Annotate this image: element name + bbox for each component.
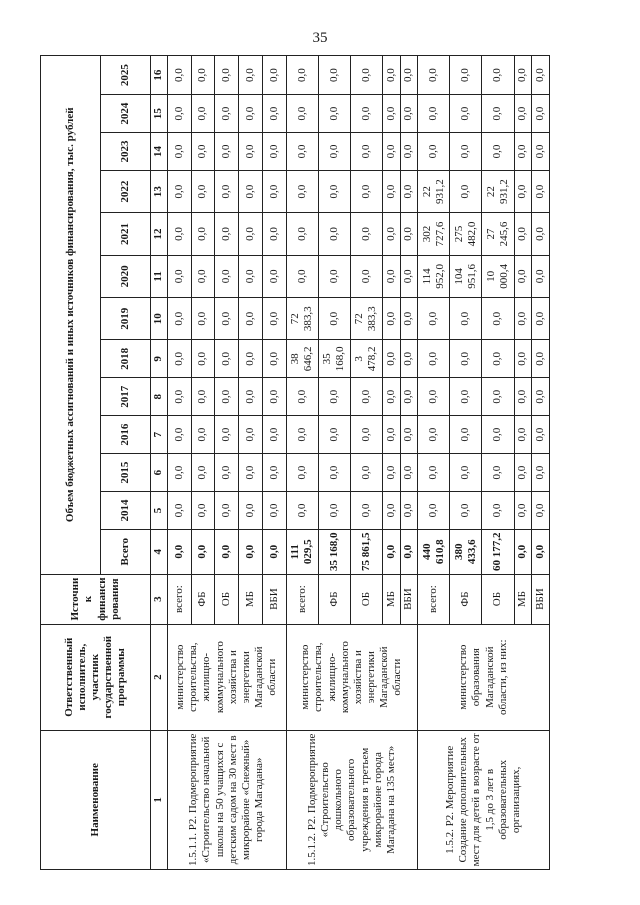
year-value: 0,0 <box>239 492 263 530</box>
total-value: 75 861,5 <box>350 529 382 574</box>
year-value: 0,0 <box>262 454 286 492</box>
year-value: 0,0 <box>514 492 532 530</box>
year-value: 0,0 <box>350 95 382 133</box>
header-year: 2014 <box>101 492 151 530</box>
column-number: 5 <box>151 492 168 530</box>
financing-source: всего: <box>168 574 192 624</box>
year-value: 0,0 <box>400 255 418 297</box>
header-responsible: Ответственный исполнитель, участник государственной программы <box>41 624 151 730</box>
year-value: 0,0 <box>262 95 286 133</box>
year-value: 72 383,3 <box>286 298 318 340</box>
header-money-title: Объем бюджетных ассигнований и иных источников финансирования, тыс. рублей <box>41 56 101 575</box>
year-value: 114 952,0 <box>418 255 450 297</box>
year-value: 0,0 <box>532 170 550 212</box>
year-value: 0,0 <box>382 133 400 171</box>
year-value: 0,0 <box>450 416 482 454</box>
total-value: 0,0 <box>191 529 215 574</box>
year-value: 0,0 <box>450 454 482 492</box>
year-value: 0,0 <box>418 298 450 340</box>
year-value: 0,0 <box>514 213 532 255</box>
year-value: 0,0 <box>532 378 550 416</box>
year-value: 0,0 <box>262 416 286 454</box>
year-value: 0,0 <box>191 416 215 454</box>
financing-source: всего: <box>418 574 450 624</box>
year-value: 0,0 <box>191 95 215 133</box>
financing-source: ВБИ <box>262 574 286 624</box>
year-value: 0,0 <box>382 416 400 454</box>
year-value: 35 168,0 <box>318 340 350 378</box>
year-value: 0,0 <box>450 378 482 416</box>
header-year: 2025 <box>101 56 151 95</box>
year-value: 0,0 <box>382 454 400 492</box>
year-value: 0,0 <box>418 454 450 492</box>
year-value: 0,0 <box>286 378 318 416</box>
year-value: 0,0 <box>318 133 350 171</box>
year-value: 0,0 <box>532 416 550 454</box>
year-value: 0,0 <box>382 492 400 530</box>
year-value: 0,0 <box>514 255 532 297</box>
year-value: 0,0 <box>286 56 318 95</box>
year-value: 0,0 <box>262 56 286 95</box>
responsible-executor: министерство строительства, жилищно-коммунального хозяйства и энергетики Магаданской области <box>286 624 418 730</box>
year-value: 0,0 <box>532 95 550 133</box>
year-value: 0,0 <box>350 213 382 255</box>
header-source: Источник финансирования <box>41 574 151 624</box>
financing-source: МБ <box>514 574 532 624</box>
year-value: 0,0 <box>482 416 514 454</box>
year-value: 0,0 <box>168 416 192 454</box>
year-value: 0,0 <box>239 56 263 95</box>
year-value: 0,0 <box>168 255 192 297</box>
year-value: 0,0 <box>318 416 350 454</box>
year-value: 0,0 <box>318 454 350 492</box>
year-value: 104 951,6 <box>450 255 482 297</box>
table-row <box>168 56 192 870</box>
year-value: 0,0 <box>286 416 318 454</box>
year-value: 0,0 <box>382 298 400 340</box>
total-value: 440 610,8 <box>418 529 450 574</box>
year-value: 0,0 <box>514 170 532 212</box>
year-value: 0,0 <box>318 298 350 340</box>
year-value: 0,0 <box>514 133 532 171</box>
page-number: 35 <box>312 30 328 46</box>
year-value: 27 245,6 <box>482 213 514 255</box>
year-value: 0,0 <box>514 340 532 378</box>
year-value: 0,0 <box>532 492 550 530</box>
year-value: 0,0 <box>514 95 532 133</box>
financing-source: МБ <box>239 574 263 624</box>
header-name: Наименование <box>41 730 151 869</box>
year-value: 0,0 <box>215 255 239 297</box>
column-number: 6 <box>151 454 168 492</box>
year-value: 0,0 <box>382 95 400 133</box>
header-year: 2015 <box>101 454 151 492</box>
measure-name: 1.5.1.1. Р2. Подмероприятие «Строительство начальной школы на 50 учащихся с детским садом на 30 мест в микрорайоне «Снежный» города Магадана» <box>168 730 287 869</box>
year-value: 0,0 <box>382 170 400 212</box>
year-value: 0,0 <box>400 95 418 133</box>
year-value: 0,0 <box>482 378 514 416</box>
measure-name: 1.5.1.2. Р2. Подмероприятие «Строительство дошкольного образовательного учреждения в третьем микрорайоне города Магадана на 135 мест» <box>286 730 418 869</box>
total-value: 0,0 <box>262 529 286 574</box>
year-value: 0,0 <box>286 255 318 297</box>
total-value: 380 433,6 <box>450 529 482 574</box>
year-value: 0,0 <box>532 133 550 171</box>
year-value: 0,0 <box>262 255 286 297</box>
header-total: Всего <box>101 529 151 574</box>
year-value: 0,0 <box>514 298 532 340</box>
year-value: 0,0 <box>400 56 418 95</box>
financing-source: всего: <box>286 574 318 624</box>
year-value: 0,0 <box>191 133 215 171</box>
year-value: 0,0 <box>239 454 263 492</box>
total-value: 35 168,0 <box>318 529 350 574</box>
column-number: 1 <box>151 730 168 869</box>
year-value: 0,0 <box>215 378 239 416</box>
year-value: 0,0 <box>215 416 239 454</box>
year-value: 0,0 <box>450 340 482 378</box>
column-number: 13 <box>151 170 168 212</box>
year-value: 0,0 <box>382 213 400 255</box>
year-value: 0,0 <box>400 298 418 340</box>
header-year: 2020 <box>101 255 151 297</box>
year-value: 0,0 <box>262 340 286 378</box>
header-year: 2023 <box>101 133 151 171</box>
year-value: 0,0 <box>286 170 318 212</box>
year-value: 0,0 <box>400 133 418 171</box>
year-value: 0,0 <box>168 213 192 255</box>
financing-source: ВБИ <box>400 574 418 624</box>
year-value: 0,0 <box>382 255 400 297</box>
year-value: 0,0 <box>418 340 450 378</box>
year-value: 0,0 <box>191 378 215 416</box>
column-number: 16 <box>151 56 168 95</box>
year-value: 0,0 <box>215 492 239 530</box>
year-value: 0,0 <box>215 170 239 212</box>
year-value: 0,0 <box>239 378 263 416</box>
year-value: 0,0 <box>262 213 286 255</box>
column-number: 2 <box>151 624 168 730</box>
year-value: 0,0 <box>450 95 482 133</box>
year-value: 0,0 <box>514 454 532 492</box>
year-value: 0,0 <box>318 492 350 530</box>
year-value: 0,0 <box>350 170 382 212</box>
year-value: 0,0 <box>418 378 450 416</box>
year-value: 0,0 <box>450 56 482 95</box>
table-row <box>286 56 318 870</box>
year-value: 0,0 <box>532 340 550 378</box>
total-value: 0,0 <box>532 529 550 574</box>
year-value: 0,0 <box>191 56 215 95</box>
year-value: 0,0 <box>262 492 286 530</box>
column-number: 3 <box>151 574 168 624</box>
column-number: 7 <box>151 416 168 454</box>
year-value: 0,0 <box>350 378 382 416</box>
header-year: 2024 <box>101 95 151 133</box>
year-value: 0,0 <box>350 416 382 454</box>
measure-name: 1.5.2. Р2. Мероприятие Создание дополнительных мест для детей в возрасте от 1,5 до 3 лет в образовательных организациях, <box>418 730 550 869</box>
year-value: 0,0 <box>239 255 263 297</box>
total-value: 0,0 <box>239 529 263 574</box>
table-row <box>418 56 450 870</box>
header-year: 2022 <box>101 170 151 212</box>
year-value: 0,0 <box>191 340 215 378</box>
year-value: 0,0 <box>318 378 350 416</box>
year-value: 0,0 <box>382 56 400 95</box>
year-value: 0,0 <box>286 454 318 492</box>
year-value: 0,0 <box>191 298 215 340</box>
year-value: 22 931,2 <box>418 170 450 212</box>
year-value: 22 931,2 <box>482 170 514 212</box>
year-value: 0,0 <box>215 213 239 255</box>
year-value: 0,0 <box>215 298 239 340</box>
year-value: 0,0 <box>450 492 482 530</box>
year-value: 0,0 <box>418 492 450 530</box>
financing-source: МБ <box>382 574 400 624</box>
year-value: 0,0 <box>239 133 263 171</box>
year-value: 0,0 <box>286 133 318 171</box>
financing-source: ФБ <box>450 574 482 624</box>
year-value: 10 000,4 <box>482 255 514 297</box>
year-value: 0,0 <box>532 213 550 255</box>
financing-source: ФБ <box>318 574 350 624</box>
year-value: 0,0 <box>400 378 418 416</box>
year-value: 0,0 <box>215 340 239 378</box>
total-value: 0,0 <box>514 529 532 574</box>
financing-source: ОБ <box>482 574 514 624</box>
year-value: 0,0 <box>482 340 514 378</box>
year-value: 0,0 <box>382 340 400 378</box>
year-value: 0,0 <box>318 255 350 297</box>
total-value: 0,0 <box>215 529 239 574</box>
column-number: 15 <box>151 95 168 133</box>
year-value: 0,0 <box>400 213 418 255</box>
year-value: 38 646,2 <box>286 340 318 378</box>
year-value: 0,0 <box>168 340 192 378</box>
total-value: 0,0 <box>382 529 400 574</box>
total-value: 0,0 <box>168 529 192 574</box>
year-value: 0,0 <box>262 298 286 340</box>
year-value: 0,0 <box>382 378 400 416</box>
year-value: 0,0 <box>168 378 192 416</box>
year-value: 0,0 <box>239 416 263 454</box>
financing-source: ВБИ <box>532 574 550 624</box>
year-value: 0,0 <box>262 170 286 212</box>
year-value: 0,0 <box>191 213 215 255</box>
year-value: 0,0 <box>482 95 514 133</box>
total-value: 111 029,5 <box>286 529 318 574</box>
column-number: 4 <box>151 529 168 574</box>
year-value: 0,0 <box>286 213 318 255</box>
year-value: 0,0 <box>514 416 532 454</box>
year-value: 0,0 <box>418 416 450 454</box>
year-value: 0,0 <box>262 378 286 416</box>
year-value: 275 482,0 <box>450 213 482 255</box>
year-value: 0,0 <box>168 298 192 340</box>
year-value: 0,0 <box>400 492 418 530</box>
header-year: 2021 <box>101 213 151 255</box>
year-value: 0,0 <box>418 95 450 133</box>
column-number: 14 <box>151 133 168 171</box>
year-value: 0,0 <box>191 454 215 492</box>
year-value: 0,0 <box>215 133 239 171</box>
year-value: 0,0 <box>239 95 263 133</box>
year-value: 0,0 <box>239 170 263 212</box>
header-year: 2017 <box>101 378 151 416</box>
financing-source: ФБ <box>191 574 215 624</box>
year-value: 0,0 <box>168 133 192 171</box>
header-year: 2016 <box>101 416 151 454</box>
year-value: 0,0 <box>400 454 418 492</box>
year-value: 0,0 <box>450 170 482 212</box>
year-value: 0,0 <box>318 56 350 95</box>
year-value: 0,0 <box>262 133 286 171</box>
year-value: 0,0 <box>318 213 350 255</box>
financing-table <box>40 55 550 870</box>
year-value: 0,0 <box>418 56 450 95</box>
column-number: 8 <box>151 378 168 416</box>
financing-source: ОБ <box>215 574 239 624</box>
responsible-executor: министерство строительства, жилищно-коммунального хозяйства и энергетики Магаданской области <box>168 624 287 730</box>
year-value: 0,0 <box>514 378 532 416</box>
year-value: 0,0 <box>318 95 350 133</box>
year-value: 0,0 <box>168 492 192 530</box>
year-value: 0,0 <box>168 56 192 95</box>
year-value: 0,0 <box>239 298 263 340</box>
year-value: 0,0 <box>482 298 514 340</box>
year-value: 0,0 <box>482 492 514 530</box>
column-number: 9 <box>151 340 168 378</box>
year-value: 0,0 <box>239 213 263 255</box>
year-value: 0,0 <box>239 340 263 378</box>
year-value: 0,0 <box>168 454 192 492</box>
year-value: 0,0 <box>215 454 239 492</box>
year-value: 0,0 <box>482 56 514 95</box>
year-value: 0,0 <box>532 298 550 340</box>
year-value: 72 383,3 <box>350 298 382 340</box>
year-value: 0,0 <box>350 255 382 297</box>
year-value: 0,0 <box>418 133 450 171</box>
year-value: 0,0 <box>191 255 215 297</box>
year-value: 0,0 <box>532 454 550 492</box>
header-year: 2019 <box>101 298 151 340</box>
year-value: 0,0 <box>400 416 418 454</box>
year-value: 0,0 <box>350 56 382 95</box>
year-value: 0,0 <box>400 340 418 378</box>
year-value: 0,0 <box>350 454 382 492</box>
year-value: 0,0 <box>191 170 215 212</box>
year-value: 0,0 <box>168 95 192 133</box>
year-value: 0,0 <box>286 492 318 530</box>
year-value: 0,0 <box>532 255 550 297</box>
rotated-table-container <box>40 55 550 870</box>
header-year: 2018 <box>101 340 151 378</box>
year-value: 3 478,2 <box>350 340 382 378</box>
year-value: 0,0 <box>215 95 239 133</box>
year-value: 0,0 <box>318 170 350 212</box>
responsible-executor: министерство образования Магаданской области, из них: <box>418 624 550 730</box>
total-value: 60 177,2 <box>482 529 514 574</box>
financing-source: ОБ <box>350 574 382 624</box>
year-value: 0,0 <box>350 133 382 171</box>
year-value: 0,0 <box>482 133 514 171</box>
year-value: 0,0 <box>532 56 550 95</box>
year-value: 0,0 <box>191 492 215 530</box>
year-value: 0,0 <box>400 170 418 212</box>
column-number: 11 <box>151 255 168 297</box>
year-value: 302 727,6 <box>418 213 450 255</box>
year-value: 0,0 <box>450 133 482 171</box>
year-value: 0,0 <box>168 170 192 212</box>
column-number: 12 <box>151 213 168 255</box>
year-value: 0,0 <box>514 56 532 95</box>
year-value: 0,0 <box>450 298 482 340</box>
year-value: 0,0 <box>286 95 318 133</box>
total-value: 0,0 <box>400 529 418 574</box>
year-value: 0,0 <box>482 454 514 492</box>
year-value: 0,0 <box>350 492 382 530</box>
column-number: 10 <box>151 298 168 340</box>
year-value: 0,0 <box>215 56 239 95</box>
